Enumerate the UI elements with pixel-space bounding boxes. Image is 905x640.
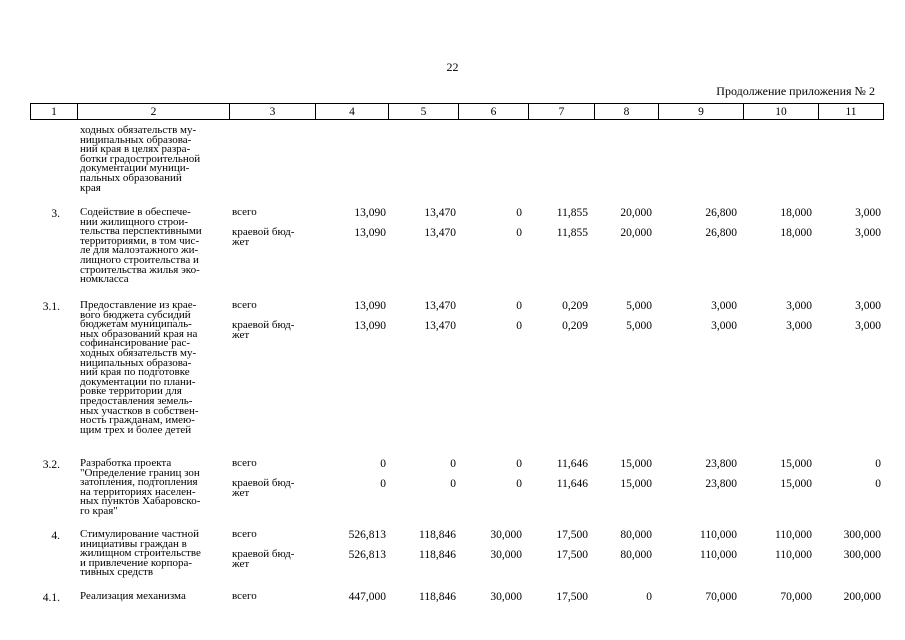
description-line: вого бюджета субсидий — [80, 308, 191, 321]
value-cell: 23,800 — [705, 458, 737, 470]
column-header-11: 11 — [819, 104, 884, 120]
funding-source-line: всего — [232, 299, 257, 311]
funding-source — [232, 321, 312, 340]
value-cell: 300,000 — [843, 549, 881, 561]
value-cell: 0 — [450, 478, 456, 490]
value-cell: 13,090 — [354, 320, 386, 332]
column-header-3: 3 — [230, 104, 316, 120]
funding-source-line: жет — [232, 235, 250, 248]
funding-source-line: краевой бюд- — [232, 548, 295, 560]
description-line: нии жилищного строи- — [80, 215, 188, 228]
value-cell: 0 — [450, 458, 456, 470]
value-cell: 18,000 — [780, 227, 812, 239]
description-line: ных образований края на — [80, 327, 198, 340]
funding-source-line: всего — [232, 590, 257, 602]
column-header-6: 6 — [459, 104, 529, 120]
value-cell: 110,000 — [775, 529, 812, 541]
description-line: "Определение границ зон — [80, 466, 200, 479]
column-header-1: 1 — [31, 104, 78, 120]
value-cell: 200,000 — [843, 591, 881, 603]
value-cell: 13,470 — [424, 207, 456, 219]
page-number: 22 — [446, 60, 459, 74]
item-description — [80, 530, 225, 578]
value-cell: 118,846 — [419, 549, 456, 561]
funding-source-line: краевой бюд- — [232, 226, 295, 238]
description-line: ных пунктов Хабаровско- — [80, 495, 201, 508]
description-line: софинансирование рас- — [80, 337, 191, 350]
value-cell: 15,000 — [780, 478, 812, 490]
funding-source — [232, 459, 312, 469]
column-header-10: 10 — [744, 104, 819, 120]
funding-source-line: краевой бюд- — [232, 319, 295, 331]
item-description — [80, 301, 225, 435]
value-cell: 13,090 — [354, 227, 386, 239]
value-cell: 3,000 — [855, 207, 881, 219]
value-cell: 30,000 — [490, 591, 522, 603]
value-cell: 526,813 — [348, 529, 386, 541]
funding-source-line: всего — [232, 457, 257, 469]
description-line: лищного строительства и — [80, 253, 199, 266]
value-cell: 3,000 — [711, 300, 737, 312]
description-line: ных участков в собствен- — [80, 404, 199, 417]
column-header-5: 5 — [389, 104, 459, 120]
value-cell: 11,646 — [556, 458, 588, 470]
value-cell: 15,000 — [620, 478, 652, 490]
description-line: тивных средств — [80, 566, 154, 579]
value-cell: 0 — [646, 591, 652, 603]
value-cell: 110,000 — [700, 549, 737, 561]
value-cell: 0,209 — [562, 320, 588, 332]
description-line: пальных образований — [80, 171, 182, 184]
description-line: ботки градостроительной — [80, 152, 201, 165]
value-cell: 70,000 — [705, 591, 737, 603]
value-cell: 13,470 — [424, 300, 456, 312]
value-cell: 118,846 — [419, 529, 456, 541]
value-cell: 0 — [516, 300, 522, 312]
value-cell: 13,470 — [424, 320, 456, 332]
funding-source-line: всего — [232, 206, 257, 218]
description-line: Стимулирование частной — [80, 528, 199, 540]
funding-source — [232, 208, 312, 218]
description-line: инициативы граждан в — [80, 537, 187, 550]
funding-source — [232, 228, 312, 247]
row-number: 3. — [51, 208, 60, 220]
value-cell: 20,000 — [620, 207, 652, 219]
value-cell: 5,000 — [626, 300, 652, 312]
value-cell: 11,855 — [556, 227, 588, 239]
value-cell: 0 — [516, 207, 522, 219]
value-cell: 447,000 — [348, 591, 386, 603]
value-cell: 0 — [516, 478, 522, 490]
value-cell: 30,000 — [490, 549, 522, 561]
value-cell: 17,500 — [556, 549, 588, 561]
value-cell: 80,000 — [620, 529, 652, 541]
funding-source-line: жет — [232, 557, 250, 570]
description-line: Разработка проекта — [80, 457, 172, 469]
funding-source — [232, 592, 312, 602]
value-cell: 80,000 — [620, 549, 652, 561]
value-cell: 13,090 — [354, 300, 386, 312]
value-cell: 3,000 — [855, 320, 881, 332]
description-line: документации муници- — [80, 162, 190, 175]
value-cell: 110,000 — [775, 549, 812, 561]
description-line: на территориях населен- — [80, 485, 196, 498]
description-line: документации по плани- — [80, 375, 196, 388]
continuation-note: Продолжение приложения № 2 — [716, 84, 875, 98]
column-header-table — [30, 103, 884, 120]
item-description — [80, 592, 225, 602]
column-header-9: 9 — [659, 104, 744, 120]
value-cell: 23,800 — [705, 478, 737, 490]
description-line: и привлечение корпора- — [80, 556, 193, 569]
description-line: го края" — [80, 504, 118, 517]
description-line: щим трех и более детей — [80, 423, 192, 436]
value-cell: 26,800 — [705, 227, 737, 239]
value-cell: 20,000 — [620, 227, 652, 239]
funding-source — [232, 301, 312, 311]
description-line: ний края в целях разра- — [80, 143, 191, 156]
row-number: 4.1. — [42, 592, 60, 604]
row-number: 4. — [51, 530, 60, 542]
description-line: ходных обязательств му- — [80, 124, 197, 136]
value-cell: 0 — [516, 320, 522, 332]
value-cell: 5,000 — [626, 320, 652, 332]
description-line: предоставления земель- — [80, 394, 193, 407]
value-cell: 18,000 — [780, 207, 812, 219]
value-cell: 0 — [516, 227, 522, 239]
value-cell: 0 — [875, 458, 881, 470]
value-cell: 13,470 — [424, 227, 456, 239]
column-header-4: 4 — [316, 104, 389, 120]
funding-source-line: краевой бюд- — [232, 477, 295, 489]
description-line: ниципальных образова- — [80, 356, 192, 369]
value-cell: 13,090 — [354, 207, 386, 219]
description-line: Реализация механизма — [80, 590, 186, 602]
description-line: Предоставление из крае- — [80, 299, 197, 311]
description-line: номкласса — [80, 273, 129, 286]
funding-source-line: жет — [232, 328, 250, 341]
funding-source-line: всего — [232, 528, 257, 540]
description-line: ле для малоэтажного жи- — [80, 244, 199, 257]
value-cell: 3,000 — [855, 227, 881, 239]
description-line: тельства перспективными — [80, 225, 202, 238]
value-cell: 110,000 — [700, 529, 737, 541]
row-number: 3.1. — [42, 301, 60, 313]
value-cell: 0 — [380, 478, 386, 490]
value-cell: 11,646 — [556, 478, 588, 490]
value-cell: 3,000 — [786, 300, 812, 312]
value-cell: 30,000 — [490, 529, 522, 541]
value-cell: 11,855 — [556, 207, 588, 219]
description-line: края — [80, 181, 101, 194]
description-line: затопления, подтопления — [80, 476, 198, 489]
value-cell: 118,846 — [419, 591, 456, 603]
funding-source — [232, 479, 312, 498]
description-line: ность гражданам, имею- — [80, 414, 195, 427]
value-cell: 526,813 — [348, 549, 386, 561]
item-description — [80, 126, 225, 193]
funding-source-line: жет — [232, 486, 250, 499]
column-header-2: 2 — [78, 104, 230, 120]
description-line: ний края по подготовке — [80, 366, 190, 379]
value-cell: 3,000 — [855, 300, 881, 312]
description-line: территориями, в том чис- — [80, 234, 200, 247]
funding-source — [232, 550, 312, 569]
column-header-7: 7 — [529, 104, 595, 120]
value-cell: 3,000 — [786, 320, 812, 332]
description-line: строительства жилья эко- — [80, 263, 200, 276]
value-cell: 17,500 — [556, 529, 588, 541]
value-cell: 0 — [380, 458, 386, 470]
value-cell: 0,209 — [562, 300, 588, 312]
funding-source — [232, 530, 312, 540]
column-header-8: 8 — [595, 104, 659, 120]
value-cell: 26,800 — [705, 207, 737, 219]
value-cell: 15,000 — [780, 458, 812, 470]
value-cell: 300,000 — [843, 529, 881, 541]
item-description — [80, 459, 225, 517]
description-line: бюджетам муниципаль- — [80, 318, 192, 331]
description-line: ровке территории для — [80, 385, 182, 398]
row-number: 3.2. — [42, 459, 60, 471]
value-cell: 70,000 — [780, 591, 812, 603]
value-cell: 0 — [875, 478, 881, 490]
value-cell: 0 — [516, 458, 522, 470]
item-description — [80, 208, 225, 285]
value-cell: 15,000 — [620, 458, 652, 470]
description-line: ходных обязательств му- — [80, 346, 197, 359]
description-line: Содействие в обеспече- — [80, 206, 191, 218]
description-line: жилищном строительстве — [80, 547, 201, 560]
description-line: ниципальных образова- — [80, 133, 192, 146]
value-cell: 3,000 — [711, 320, 737, 332]
value-cell: 17,500 — [556, 591, 588, 603]
